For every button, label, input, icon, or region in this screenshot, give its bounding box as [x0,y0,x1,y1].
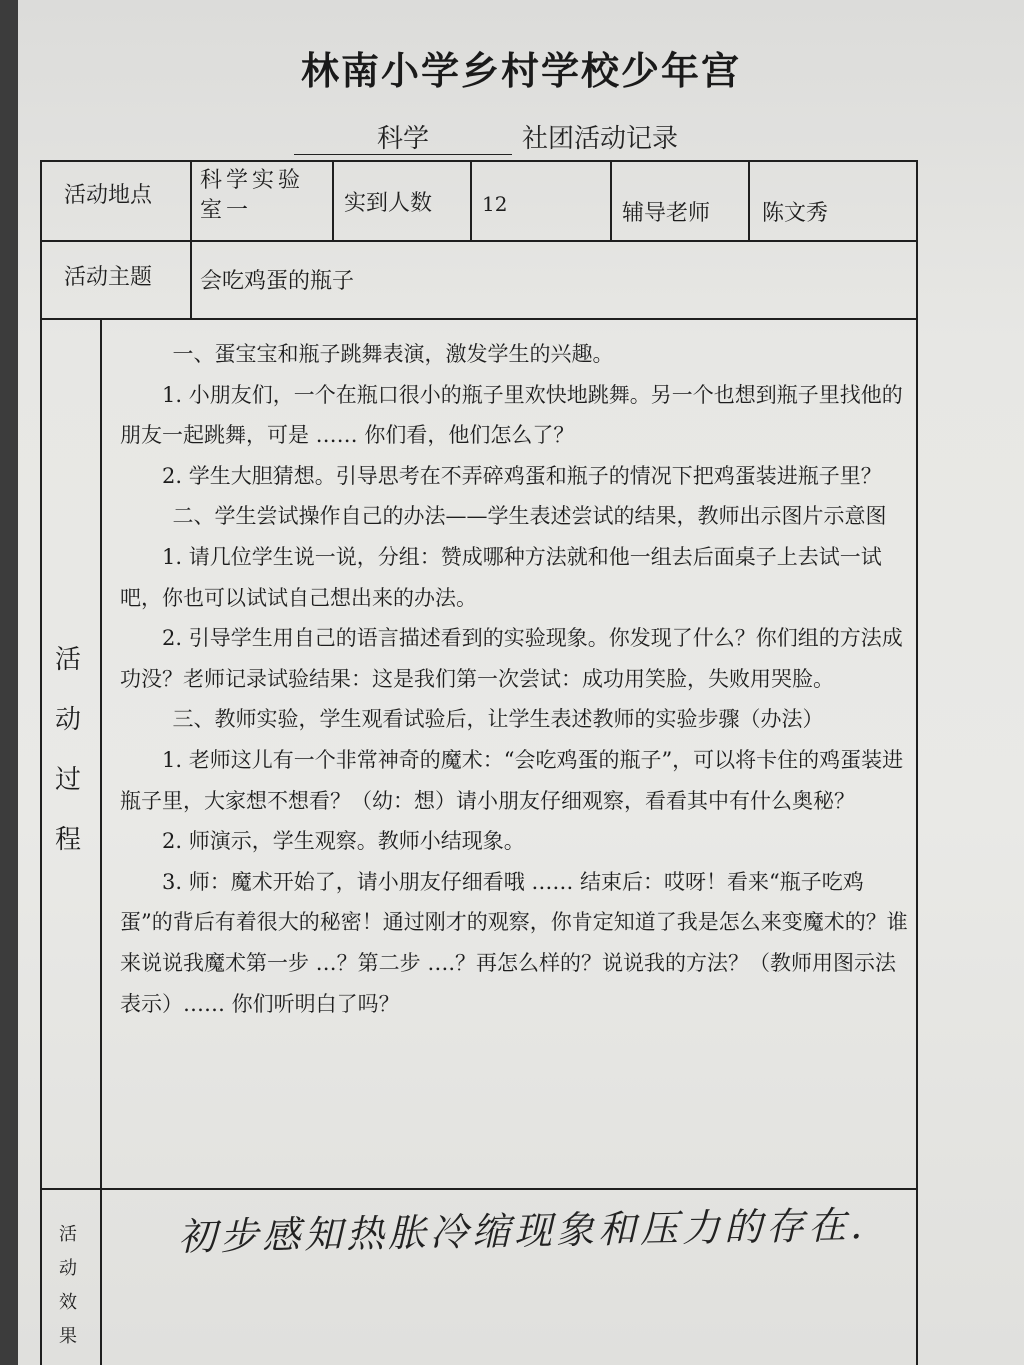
record-sheet [18,0,1024,1365]
teacher-label: 辅导老师 [622,201,711,226]
col-divider-side [100,318,102,1365]
paragraph: 2. 师演示，学生观察。教师小结现象。 [162,829,525,854]
paragraph: 1. 请几位学生说一说，分组：赞成哪种方法就和他一组去后面桌子上去试一试吧，你也可以试试自己想出来的办法。 [120,544,882,610]
paragraph: 2. 引导学生用自己的语言描述看到的实验现象。你发现了什么？你们组的方法成功没？老师记录试验结果：这是我们第一次尝试：成功用笑脸，失败用哭脸。 [120,626,903,691]
col-divider-3 [470,160,472,242]
table-border-right [916,160,918,1365]
process-label-char: 活 [54,645,81,675]
process-label-char: 过 [54,765,81,795]
theme-value: 会吃鸡蛋的瓶子 [200,269,355,294]
section-heading: 一、蛋宝宝和瓶子跳舞表演，激发学生的兴趣。 [172,342,614,366]
col-divider-5 [748,160,750,242]
effect-label-char: 果 [59,1326,77,1347]
process-content [120,334,910,1024]
location-value: 科学实验室一 [200,168,305,223]
subtitle [294,118,678,155]
section-heading: 二、学生尝试操作自己的办法——学生表述尝试的结果，教师出示图片示意图 [172,504,887,529]
process-label-char: 程 [54,825,81,855]
location-label: 活动地点 [64,183,153,208]
paragraph: 2. 学生大胆猜想。引导思考在不弄碎鸡蛋和瓶子的情况下把鸡蛋装进瓶子里？ [162,463,882,488]
process-label [48,630,88,870]
page-title: 林南小学乡村学校少年宫 [300,48,741,93]
table-border-left [40,160,42,1365]
record-label: 社团活动记录 [522,124,679,154]
attendance-value: 12 [482,192,508,216]
attendance-label: 实到人数 [344,191,433,216]
paragraph: 1. 小朋友们，一个在瓶口很小的瓶子里欢快地跳舞。另一个也想到瓶子里找他的朋友一起跳舞，可是 …… 你们看，他们怎么了？ [120,382,903,448]
effect-label-char: 活 [59,1224,77,1245]
row-divider-1 [40,240,918,242]
col-divider-label [190,160,192,320]
effect-label [48,1218,88,1354]
effect-label-char: 动 [59,1258,77,1279]
handwritten-effect-note: 初步感知热胀冷缩现象和压力的存在. [177,1202,867,1260]
table-border-top [40,160,918,162]
section-heading: 三、教师实验，学生观看试验后，让学生表述教师的实验步骤（办法） [172,707,824,732]
subject-blank: 科学 [294,124,512,155]
paragraph: 1. 老师这儿有一个非常神奇的魔术：“会吃鸡蛋的瓶子”，可以将卡住的鸡蛋装进瓶子里，大家想不想看？（幼：想）请小朋友仔细观察，看看其中有什么奥秘？ [120,747,904,813]
teacher-value: 陈文秀 [762,201,829,226]
theme-label: 活动主题 [64,265,153,290]
row-divider-2 [40,318,918,320]
row-divider-3 [40,1188,918,1190]
process-label-char: 动 [54,705,81,735]
col-divider-4 [610,160,612,242]
effect-label-char: 效 [59,1292,77,1313]
paragraph: 3. 师：魔术开始了，请小朋友仔细看哦 …… 结束后：哎呀！看来“瓶子吃鸡蛋”的背后有着很大的秘密！通过刚才的观察，你肯定知道了我是怎么来变魔术的？谁来说说我魔术第一步 …？第二步 ….？再怎么样的？说说我的方法？（教师用图示法表示）…… 你们听明白了吗？ [120,869,908,1016]
col-divider-2 [332,160,334,242]
